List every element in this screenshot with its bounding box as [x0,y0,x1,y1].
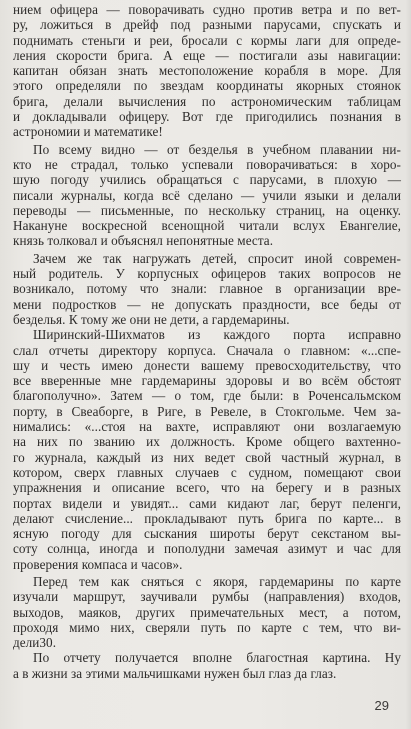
text-line: мени подростков — не допускать праздности, все беды от [13,296,401,312]
text-line: го журнала, каждый из них ведет свой частный журнал, в [13,449,401,465]
text-line: нимались: «...стоя на вахте, исправляют они возлагаемую [13,419,401,435]
text-line: благополучно». Затем — о том, где были: в Роченсальмском [13,388,401,404]
text-line: изучали маршрут, заучивали румбы (направления) входов, [13,589,401,605]
text-line: астрономии и математике! [13,124,163,140]
text-line: переводы — письменные, по нескольку страниц, на оценку. [13,202,401,218]
text-line: нием офицера — поворачивать судно против ветра и по вет- [13,2,401,17]
text-line: ления скорости брига. А еще — постигали азы навигации: [13,47,401,63]
text-line: соту солнца, иногда и пополудни замечая азимут и час для [13,541,401,557]
text-line: котором, сверх главных случаев с судном, помещают свои [13,464,401,480]
text-line: ясную погоду для сыскания широты берут секстаном вы- [13,526,401,542]
text-line: ный родитель. У корпусных офицеров таких вопросов не [13,266,401,282]
text-line: а в жизни за этими мальчишками нужен был глаз да глаз. [13,665,337,681]
text-line: Ширинский-Шихматов из каждого порта исправно [33,327,401,343]
text-line: слал отчеты директору корпуса. Сначала о главном: «...спе- [13,342,401,358]
text-line: поднимать стеньги и реи, бросали с кормы лаги для опреде- [13,32,401,48]
text-line: возникало, потому что знали: главное в организации вре- [13,281,401,297]
text-line: Накануне воскресной всенощной читали вслух Евангелие, [13,218,401,234]
text-line: брига, делали вычисления по астрономическим таблицам [13,93,401,109]
text-line: проходя мимо них, сверяли путь по карте с тем, что ви- [13,619,401,635]
text-line: порту, в Свеаборге, в Риге, в Ревеле, в Стокгольме. Чем за- [13,403,401,419]
text-line: делают счисление... прокладывают путь брига по карте... в [13,510,401,526]
text-line: шую погоду учились обращаться с парусами, в плохую — [13,172,401,188]
text-line: дели30. [13,635,57,651]
text-line: все вверенные мне гардемарины здоровы и во всём обстоят [13,373,401,389]
page-edge-shadow [405,0,411,729]
text-line: По всему видно — от безделья в учебном плавании ни- [33,141,401,157]
text-line: на них по званию их должность. Кроме общего вахтенно- [13,434,401,450]
text-line: портах видели и увидят... сами кидают лаг, берут пеленги, [13,495,401,511]
text-line: этого определяли по звездам координаты якорных стоянок [13,78,401,94]
text-line: проверения компаса и часов». [13,556,183,572]
text-line: Перед тем как сняться с якоря, гардемарины по карте [33,573,401,589]
page-number: 29 [374,698,389,713]
text-line: писали журналы, когда всё сделано — учили языки и делали [13,187,401,203]
text-line: шу и честь имею донести вашему превосходительству, что [13,357,401,373]
text-line: и докладывали офицеру. Вот где пригодились познания в [13,109,401,125]
page-text [13,2,401,681]
text-line: ру, ложиться в дрейф под разными парусами, спускать и [13,17,401,33]
text-line: По отчету получается вполне благостная картина. Ну [33,650,401,666]
text-line: кто не страдал, только успевали поворачиваться: в хоро- [13,156,401,172]
text-line: выходов, маяков, других примечательных мест, а потом, [13,604,401,620]
text-line: безделья. К тому же они не дети, а гардемарины. [13,311,290,327]
text-line: Зачем же так нагружать детей, спросит иной современ- [33,250,401,266]
text-line: упражнения и описание всего, что на берегу и в разных [13,480,401,496]
text-line: князь толковал и объяснял непонятные места. [13,233,274,249]
text-line: капитан обязан знать местоположение корабля в море. Для [13,63,401,79]
